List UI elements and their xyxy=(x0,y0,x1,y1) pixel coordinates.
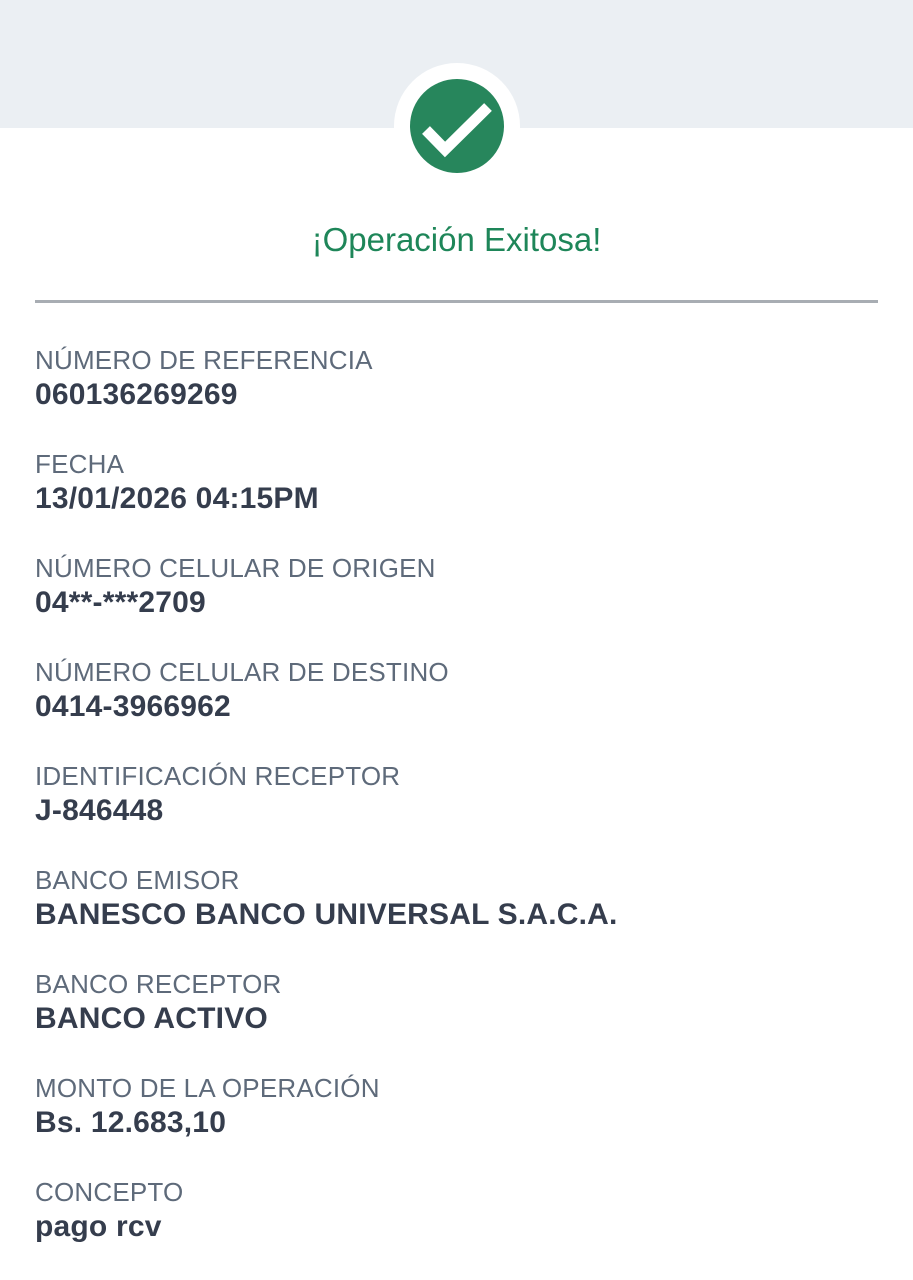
field-label: CONCEPTO xyxy=(35,1177,184,1207)
field-value: 04**-***2709 xyxy=(35,586,206,619)
field-value: 13/01/2026 04:15PM xyxy=(35,482,319,515)
field-value: BANESCO BANCO UNIVERSAL S.A.C.A. xyxy=(35,898,618,931)
field-label: FECHA xyxy=(35,449,125,479)
field-label: MONTO DE LA OPERACIÓN xyxy=(35,1073,380,1103)
field-label: BANCO EMISOR xyxy=(35,865,240,895)
check-circle-icon xyxy=(410,79,504,173)
field-label: IDENTIFICACIÓN RECEPTOR xyxy=(35,761,401,791)
field-label: NÚMERO CELULAR DE DESTINO xyxy=(35,657,449,687)
field-row-concept xyxy=(35,1175,878,1245)
field-row-origin-phone xyxy=(35,551,878,621)
field-label: BANCO RECEPTOR xyxy=(35,969,282,999)
field-row-receiver-id xyxy=(35,759,878,829)
field-label: NÚMERO DE REFERENCIA xyxy=(35,345,373,375)
field-label: NÚMERO CELULAR DE ORIGEN xyxy=(35,553,436,583)
field-value: J-846448 xyxy=(35,794,164,827)
receipt-fields xyxy=(35,343,878,1245)
field-row-amount xyxy=(35,1071,878,1141)
field-row-reference xyxy=(35,343,878,413)
success-badge xyxy=(394,63,520,189)
field-value: 060136269269 xyxy=(35,378,238,411)
field-row-issuing-bank xyxy=(35,863,878,933)
field-row-destination-phone xyxy=(35,655,878,725)
field-value: BANCO ACTIVO xyxy=(35,1002,268,1035)
field-row-receiving-bank xyxy=(35,967,878,1037)
field-value: Bs. 12.683,10 xyxy=(35,1106,227,1139)
field-value: pago rcv xyxy=(35,1210,162,1243)
success-title: ¡Operación Exitosa! xyxy=(311,221,602,258)
divider xyxy=(35,300,878,303)
field-value: 0414-3966962 xyxy=(35,690,231,723)
field-row-date xyxy=(35,447,878,517)
checkmark-icon xyxy=(410,79,504,173)
